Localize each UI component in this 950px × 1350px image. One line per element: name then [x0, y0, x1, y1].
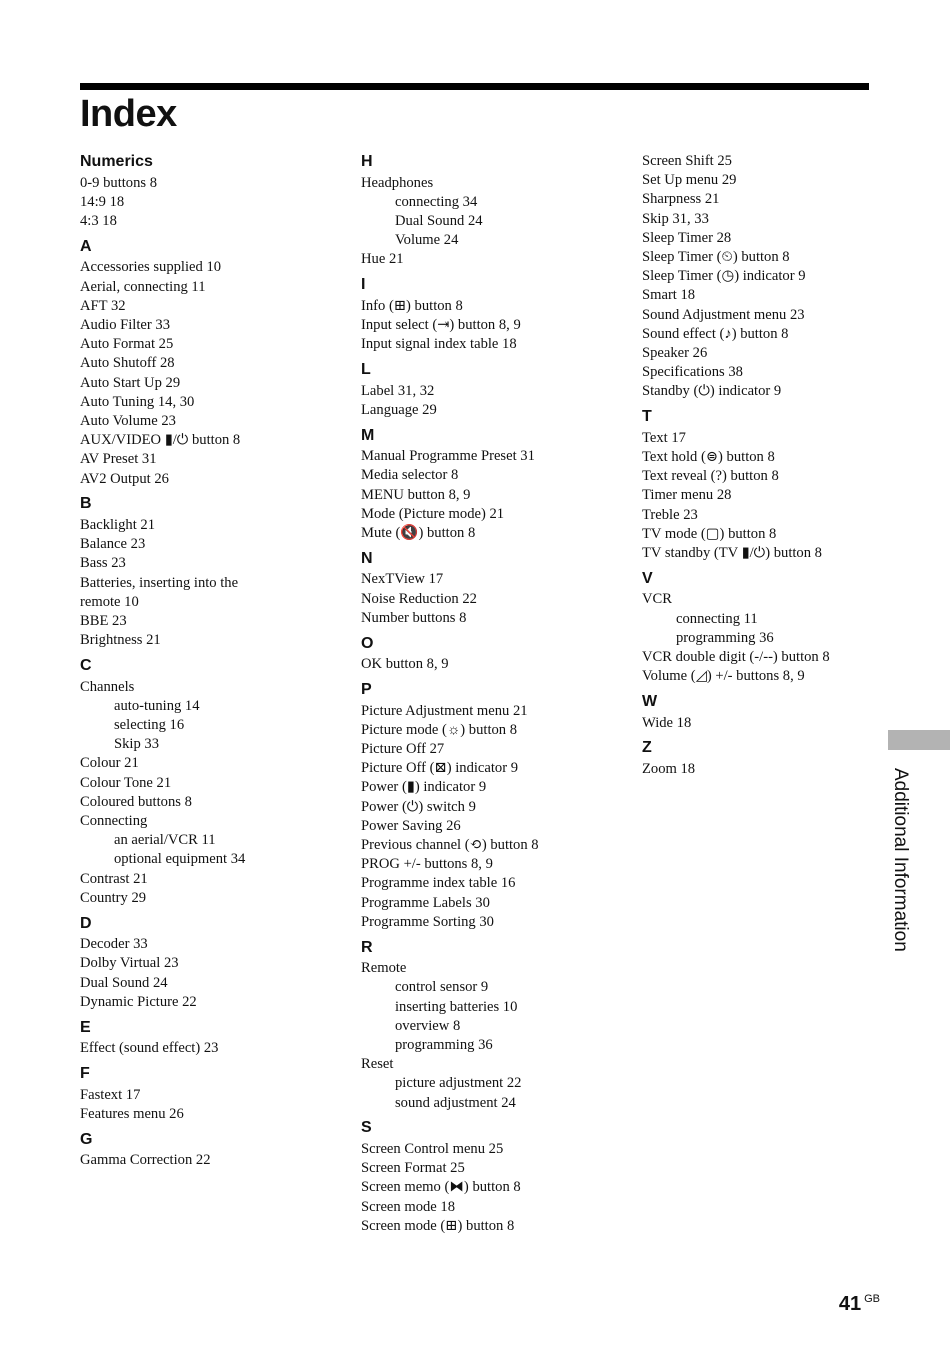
index-entry: TV mode (▢) button 8	[642, 525, 777, 542]
index-letter-heading: Z	[642, 739, 652, 757]
index-letter-heading: C	[80, 657, 92, 675]
index-letter-heading: W	[642, 693, 658, 711]
index-section	[361, 152, 631, 270]
index-entry: Input select (⇥) button 8, 9	[361, 317, 521, 333]
index-entry: Colour Tone 21	[80, 774, 172, 791]
index-letter-heading: N	[361, 549, 373, 567]
index-section	[361, 1118, 631, 1236]
index-entry: Sleep Timer (◷) indicator 9	[642, 268, 806, 285]
index-letter-heading: P	[361, 680, 372, 698]
index-entry: Noise Reduction 22	[361, 590, 477, 607]
section-tab-marker	[888, 730, 950, 750]
index-subentry: control sensor 9	[395, 979, 489, 996]
index-entry: Dynamic Picture 22	[80, 993, 197, 1010]
index-entry: PROG +/- buttons 8, 9	[361, 856, 493, 873]
index-subentry: an aerial/VCR 11	[114, 832, 216, 849]
index-letter-heading: V	[642, 569, 653, 587]
index-entry: Dual Sound 24	[80, 974, 168, 991]
index-entry: Country 29	[80, 889, 147, 906]
index-entry: Sound Adjustment menu 23	[642, 306, 805, 323]
index-entry: Dolby Virtual 23	[80, 955, 179, 972]
index-section	[642, 407, 912, 563]
index-entry: Previous channel (⟲) button 8	[361, 837, 539, 853]
index-entry: 4:3 18	[80, 213, 117, 229]
index-entry: Screen memo (⧓) button 8	[361, 1179, 521, 1196]
index-entry: Volume (◿) +/- buttons 8, 9	[642, 668, 805, 685]
index-entry: Skip 31, 33	[642, 210, 709, 227]
index-section	[80, 656, 350, 908]
index-entry: Contrast 21	[80, 870, 148, 887]
page-number	[839, 1293, 880, 1316]
index-entry: Aerial, connecting 11	[80, 278, 206, 295]
index-section	[361, 360, 631, 420]
index-entry: Picture mode (☼) button 8	[361, 721, 518, 738]
index-entry: Label 31, 32	[361, 382, 435, 399]
index-entry: Mode (Picture mode) 21	[361, 505, 505, 522]
index-section	[361, 426, 631, 544]
index-entry: Colour 21	[80, 755, 139, 772]
index-entry: 0-9 buttons 8	[80, 174, 158, 191]
index-entry: Audio Filter 33	[80, 317, 170, 333]
index-subentry: programming 36	[395, 1037, 493, 1054]
index-column-2	[361, 152, 631, 1236]
index-subentry: optional equipment 34	[114, 851, 246, 868]
index-entry: Batteries, inserting into the	[80, 574, 239, 591]
index-subentry: overview 8	[395, 1017, 461, 1034]
index-section	[80, 1064, 350, 1124]
index-entry: Screen mode 18	[361, 1198, 456, 1215]
index-section	[642, 569, 912, 687]
index-letter-heading: E	[80, 1018, 91, 1036]
index-entry: Screen Format 25	[361, 1160, 465, 1177]
index-subentry: programming 36	[676, 629, 774, 646]
index-entry: Sound effect (♪) button 8	[642, 325, 789, 342]
index-entry: Screen Shift 25	[642, 153, 732, 169]
index-subentry: Volume 24	[395, 232, 459, 249]
page-title: Index	[80, 93, 177, 135]
index-entry: Screen Control menu 25	[361, 1141, 504, 1158]
index-entry: BBE 23	[80, 613, 127, 630]
index-subentry: inserting batteries 10	[395, 998, 518, 1015]
index-entry: AUX/VIDEO ▮/⏻ button 8	[80, 432, 241, 449]
index-entry: Text reveal (?) button 8	[642, 468, 779, 485]
index-entry: Accessories supplied 10	[80, 259, 222, 276]
index-letter-heading: R	[361, 938, 373, 956]
index-letter-heading: B	[80, 495, 92, 513]
index-entry: AFT 32	[80, 297, 126, 314]
index-section	[642, 738, 912, 779]
index-entry: Standby (⏻) indicator 9	[642, 383, 782, 400]
index-entry: Features menu 26	[80, 1105, 184, 1122]
index-entry: Speaker 26	[642, 345, 708, 362]
index-entry: Sleep Timer 28	[642, 229, 732, 246]
index-section	[361, 549, 631, 628]
index-entry: Hue 21	[361, 251, 404, 268]
index-entry: Reset	[361, 1056, 394, 1073]
index-entry: AV Preset 31	[80, 451, 157, 468]
index-section	[361, 680, 631, 932]
index-subentry: connecting 34	[395, 193, 478, 210]
index-entry: Coloured buttons 8	[80, 793, 192, 810]
index-entry: Auto Volume 23	[80, 413, 176, 430]
index-section	[642, 152, 912, 402]
index-entry: VCR double digit (-/--) button 8	[642, 649, 830, 666]
index-entry: Programme Labels 30	[361, 894, 490, 911]
index-entry: Auto Format 25	[80, 336, 174, 353]
top-rule	[80, 83, 869, 90]
index-entry: Picture Off 27	[361, 740, 445, 757]
index-section	[361, 275, 631, 354]
index-entry: Programme index table 16	[361, 875, 516, 892]
index-subentry: Skip 33	[114, 736, 160, 753]
index-entry: Specifications 38	[642, 364, 743, 381]
index-entry: remote 10	[80, 593, 139, 610]
index-entry: Balance 23	[80, 536, 146, 553]
index-entry: Smart 18	[642, 287, 696, 304]
index-entry: Gamma Correction 22	[80, 1152, 211, 1169]
index-section	[80, 152, 350, 231]
index-letter-heading: G	[80, 1130, 93, 1148]
index-entry: Mute (🔇) button 8	[361, 525, 476, 541]
index-section	[80, 1130, 350, 1171]
index-entry: Text hold (⊜) button 8	[642, 449, 775, 466]
index-entry: Effect (sound effect) 23	[80, 1040, 219, 1057]
index-entry: Info (⊞) button 8	[361, 297, 463, 314]
index-column-3	[642, 152, 912, 779]
index-subentry: auto-tuning 14	[114, 697, 200, 714]
index-subentry: picture adjustment 22	[395, 1075, 522, 1092]
index-entry: Language 29	[361, 401, 437, 418]
index-entry: Timer menu 28	[642, 487, 732, 504]
index-letter-heading: A	[80, 237, 92, 255]
index-section	[80, 1018, 350, 1059]
index-section	[80, 237, 350, 489]
index-section	[80, 914, 350, 1012]
index-entry: Channels	[80, 678, 135, 695]
index-entry: Zoom 18	[642, 761, 696, 778]
index-entry: Input signal index table 18	[361, 336, 517, 353]
index-entry: Bass 23	[80, 555, 126, 572]
index-column-1	[80, 152, 350, 1170]
index-entry: Headphones	[361, 174, 434, 191]
index-letter-heading: M	[361, 426, 375, 444]
index-section	[80, 494, 350, 650]
index-subentry: Dual Sound 24	[395, 213, 483, 229]
index-entry: TV standby (TV ▮/⏻) button 8	[642, 545, 822, 562]
index-entry: MENU button 8, 9	[361, 486, 471, 503]
index-entry: Connecting	[80, 813, 148, 830]
page-number-suffix: GB	[864, 1293, 880, 1305]
index-entry: NexTView 17	[361, 571, 444, 588]
index-entry: Remote	[361, 960, 407, 977]
index-entry: Auto Shutoff 28	[80, 355, 175, 372]
index-letter-heading: L	[361, 361, 371, 378]
index-entry: Sharpness 21	[642, 191, 720, 208]
index-entry: Brightness 21	[80, 632, 161, 649]
index-letter-heading: F	[80, 1065, 90, 1083]
index-entry: Picture Adjustment menu 21	[361, 702, 528, 719]
index-entry: Manual Programme Preset 31	[361, 448, 535, 465]
index-entry: Backlight 21	[80, 517, 155, 534]
index-entry: Programme Sorting 30	[361, 913, 494, 930]
index-entry: Text 17	[642, 429, 686, 446]
index-letter-heading: I	[361, 276, 366, 294]
index-letter-heading: Numerics	[80, 153, 153, 170]
index-entry: Number buttons 8	[361, 609, 467, 626]
index-entry: Power (▮) indicator 9	[361, 779, 487, 796]
index-letter-heading: O	[361, 634, 374, 652]
index-subentry: selecting 16	[114, 717, 185, 734]
index-letter-heading: S	[361, 1119, 372, 1137]
index-entry: Power Saving 26	[361, 817, 461, 834]
index-entry: Set Up menu 29	[642, 172, 737, 189]
page-number-value: 41	[838, 1293, 862, 1315]
index-entry: Sleep Timer (⏲) button 8	[642, 249, 790, 266]
index-entry: Treble 23	[642, 506, 698, 523]
index-entry: Wide 18	[642, 714, 692, 731]
index-subentry: connecting 11	[676, 610, 758, 627]
index-entry: Power (⏻) switch 9	[361, 798, 476, 815]
index-entry: 14:9 18	[80, 193, 125, 210]
index-entry: Screen mode (⊞) button 8	[361, 1217, 515, 1234]
index-entry: OK button 8, 9	[361, 656, 449, 673]
index-letter-heading: T	[642, 408, 652, 426]
index-section	[642, 692, 912, 733]
index-entry: AV2 Output 26	[80, 470, 169, 487]
index-entry: VCR	[642, 591, 673, 608]
index-entry: Decoder 33	[80, 936, 148, 953]
index-subentry: sound adjustment 24	[395, 1094, 516, 1111]
index-letter-heading: H	[361, 153, 373, 170]
index-entry: Fastext 17	[80, 1086, 141, 1103]
index-section	[361, 938, 631, 1113]
index-letter-heading: D	[80, 914, 92, 932]
index-entry: Media selector 8	[361, 467, 459, 484]
index-entry: Picture Off (⊠) indicator 9	[361, 760, 519, 777]
section-side-label: Additional Information	[890, 768, 911, 952]
index-entry: Auto Start Up 29	[80, 374, 181, 391]
index-entry: Auto Tuning 14, 30	[80, 393, 195, 410]
index-section	[361, 634, 631, 675]
